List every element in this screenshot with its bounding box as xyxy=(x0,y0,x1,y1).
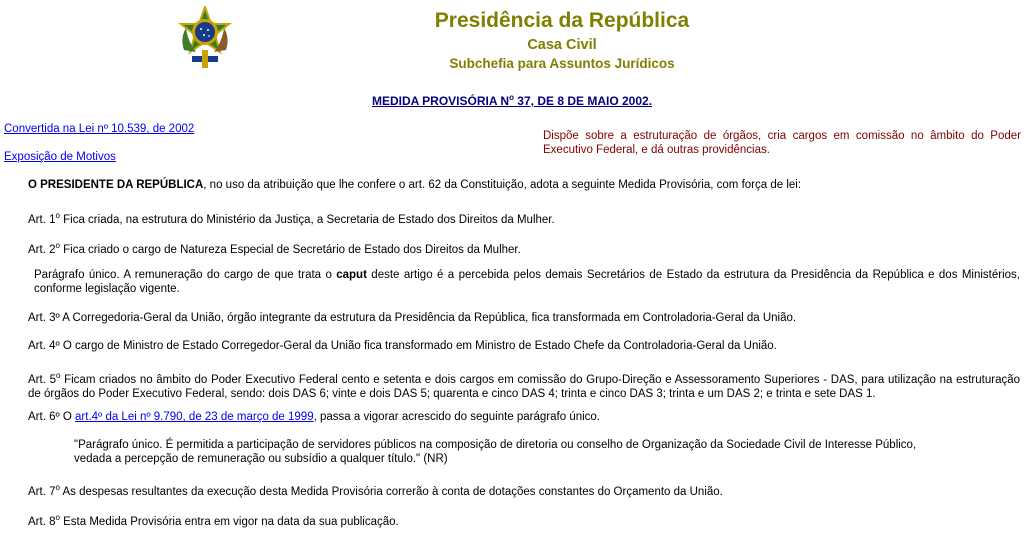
quote-paragrafo: "Parágrafo único. É permitida a participação de servidores públicos na composição de diretoria ou conselho de Organização da Sociedade Civil de Interesse Público, vedada a percepção de remuneração ou subsídio a qualquer título." (NR) xyxy=(74,439,917,465)
article-4: Art. 4º O cargo de Ministro de Estado Corregedor-Geral da União fica transformado em Ministro de Estado Chefe da Controladoria-Geral da União. xyxy=(28,340,777,352)
exposicao-motivos-link[interactable]: Exposição de Motivos xyxy=(4,151,116,163)
brasao-icon xyxy=(174,6,236,72)
article-2-paragrafo: Parágrafo único. A remuneração do cargo de que trata o caput deste artigo é a percebida pelos demais Secretários de Estado da estrutura da Presidência da República e dos Ministérios, conforme legislação vigente. xyxy=(34,269,1020,295)
page-subchefia: Subchefia para Assuntos Jurídicos xyxy=(449,56,675,71)
article-7: Art. 7$^o$ As despesas resultantes da execução desta Medida Provisória correrão à conta de dotações constantes do Orçamento da União. xyxy=(28,483,723,498)
article-1: Art. 1$^o$ Fica criada, na estrutura do Ministério da Justiça, a Secretaria de Estado dos Direitos da Mulher. xyxy=(28,211,555,226)
article-2: Art. 2$^o$ Fica criado o cargo de Natureza Especial de Secretário de Estado dos Direitos da Mulher. xyxy=(28,241,521,256)
article-6: Art. 6º O art.4º da Lei nº 9.790, de 23 de março de 1999, passa a vigorar acrescido do seguinte parágrafo único. xyxy=(28,411,601,423)
mp-title-link[interactable]: MEDIDA PROVISÓRIA N$^o$ 37, DE 8 DE MAIO 2002. xyxy=(371,93,653,108)
page-title: Presidência da República xyxy=(434,9,690,32)
page-subtitle: Casa Civil xyxy=(527,37,597,53)
convertida-link[interactable]: Convertida na Lei nº 10.539, de 2002 xyxy=(4,123,195,135)
article-3: Art. 3º A Corregedoria-Geral da União, órgão integrante da estrutura da Presidência da República, fica transformada em Controladoria-Geral da União. xyxy=(28,312,797,324)
lei-9790-link[interactable]: art.4º da Lei nº 9.790, de 23 de março de 1999 xyxy=(75,411,314,423)
article-8: Art. 8$^o$ Esta Medida Provisória entra em vigor na data da sua publicação. xyxy=(28,513,399,528)
ementa: Dispõe sobre a estruturação de órgãos, cria cargos em comissão no âmbito do Poder Executivo Federal, e dá outras providências. xyxy=(543,130,1021,156)
article-5: Art. 5$^o$ Ficam criados no âmbito do Poder Executivo Federal cento e setenta e dois cargos em comissão do Grupo-Direção e Assessoramento Superiores - DAS, para utilização na estruturação de órgãos do Poder Executivo Federal, sendo: dois DAS 6; vinte e dois DAS 5; quarenta e cinco DAS 4; trinta e cinco DAS 3; trinta e um DAS 2; e trinta e sete DAS 1. xyxy=(28,371,1021,400)
preambulo: O PRESIDENTE DA REPÚBLICA, no uso da atribuição que lhe confere o art. 62 da Constituição, adota a seguinte Medida Provisória, com força de lei: xyxy=(28,179,802,191)
mp-title xyxy=(0,93,1024,108)
